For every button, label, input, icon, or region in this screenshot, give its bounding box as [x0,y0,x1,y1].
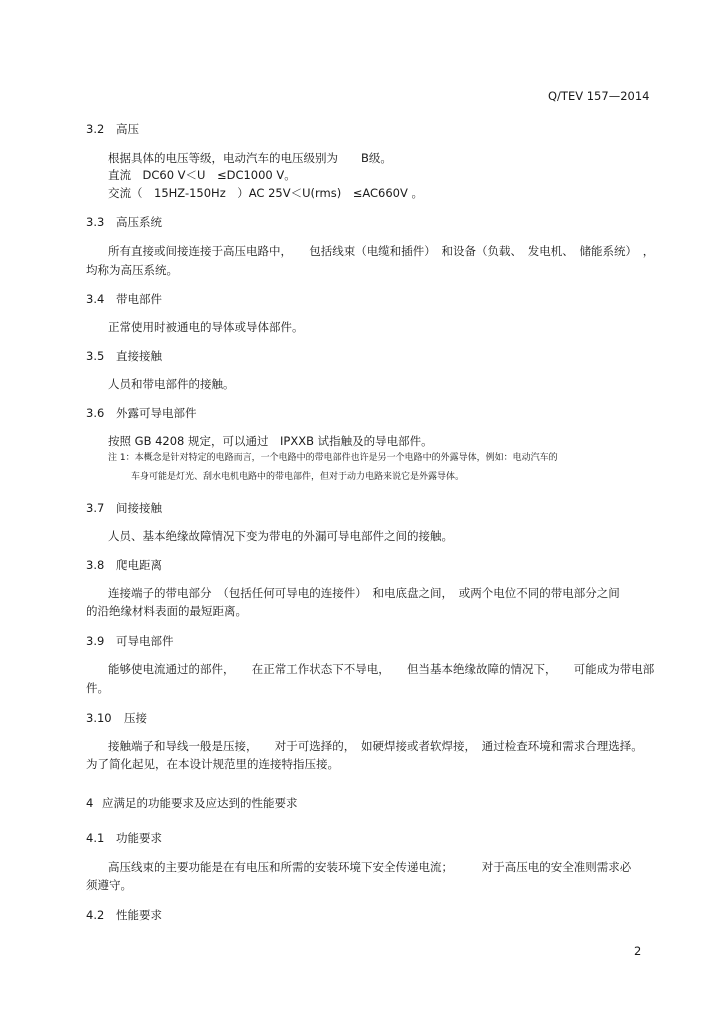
heading-title: 高压系统 [116,215,162,229]
heading-title: 直接接触 [116,349,162,363]
heading-title: 带电部件 [116,292,162,306]
heading-3-4 [86,292,162,306]
heading-3-2 [86,122,139,136]
heading-number: 4 [86,796,94,810]
heading-number: 3.3 [86,215,105,229]
heading-4-1 [86,831,162,845]
heading-title: 爬电距离 [116,558,162,572]
paragraph: 接触端子和导线一般是压接， 对于可选择的， 如硬焊接或者软焊接， 通过检查环境和需求合理选择。 [108,739,643,753]
paragraph: 连接端子的带电部分 （包括任何可导电的连接件） 和电底盘之间， 或两个电位不同的带电部分之间 [108,586,620,600]
heading-number: 3.2 [86,122,105,136]
page-number: 2 [634,944,642,958]
heading-number: 3.6 [86,406,105,420]
heading-number: 3.8 [86,558,105,572]
paragraph: 人员和带电部件的接触。 [108,377,235,391]
note-line: 车身可能是灯光、刮水电机电路中的带电部件，但对于动力电路来说它是外露导体。 [131,472,465,482]
heading-3-7 [86,501,162,515]
paragraph: 高压线束的主要功能是在有电压和所需的安装环境下安全传递电流； 对于高压电的安全准则需求必 [108,860,632,874]
heading-3-10 [86,711,147,725]
document-code: Q/TEV 157—2014 [548,89,650,103]
heading-title: 压接 [124,711,147,725]
heading-title: 间接接触 [116,501,162,515]
heading-title: 性能要求 [116,908,162,922]
paragraph: 所有直接或间接连接于高压电路中， 包括线束（电缆和插件） 和设备（负载、 发电机、 储能系统） ， [108,244,655,258]
note-line: 注 1：本概念是针对特定的电路而言，一个电路中的带电部件也许是另一个电路中的外露导体，例如：电动汽车的 [108,453,558,463]
heading-number: 3.9 [86,634,105,648]
heading-4-2 [86,908,162,922]
heading-number: 3.7 [86,501,105,515]
paragraph: 直流 DC60 V＜U ≤DC1000 V。 [108,168,296,182]
paragraph: 均称为高压系统。 [86,263,178,277]
heading-3-9 [86,634,174,648]
paragraph: 交流（ 15HZ-150Hz ）AC 25V＜U(rms) ≤AC660V 。 [108,186,424,200]
heading-number: 3.10 [86,711,112,725]
heading-number: 3.5 [86,349,105,363]
paragraph: 按照 GB 4208 规定，可以通过 IPXXB 试指触及的导电部件。 [108,434,433,448]
heading-number: 4.1 [86,831,105,845]
paragraph: 件。 [86,681,109,695]
paragraph: 正常使用时被通电的导体或导体部件。 [108,320,304,334]
heading-number: 3.4 [86,292,105,306]
heading-title: 高压 [116,122,139,136]
paragraph: 人员、基本绝缘故障情况下变为带电的外漏可导电部件之间的接触。 [108,529,453,543]
paragraph: 的沿绝缘材料表面的最短距离。 [86,604,247,618]
heading-title: 功能要求 [116,831,162,845]
paragraph: 根据具体的电压等级，电动汽车的电压级别为 B级。 [108,151,392,165]
heading-number: 4.2 [86,908,105,922]
heading-3-5 [86,349,162,363]
heading-3-6 [86,406,197,420]
heading-4 [86,796,298,810]
heading-3-3 [86,215,162,229]
paragraph: 为了简化起见，在本设计规范里的连接特指压接。 [86,757,339,771]
heading-title: 外露可导电部件 [116,406,197,420]
paragraph: 须遵守。 [86,878,132,892]
heading-title: 应满足的功能要求及应达到的性能要求 [102,796,298,810]
heading-3-8 [86,558,162,572]
paragraph: 能够使电流通过的部件， 在正常工作状态下不导电， 但当基本绝缘故障的情况下， 可能成为带电部 [108,662,655,676]
heading-title: 可导电部件 [116,634,174,648]
